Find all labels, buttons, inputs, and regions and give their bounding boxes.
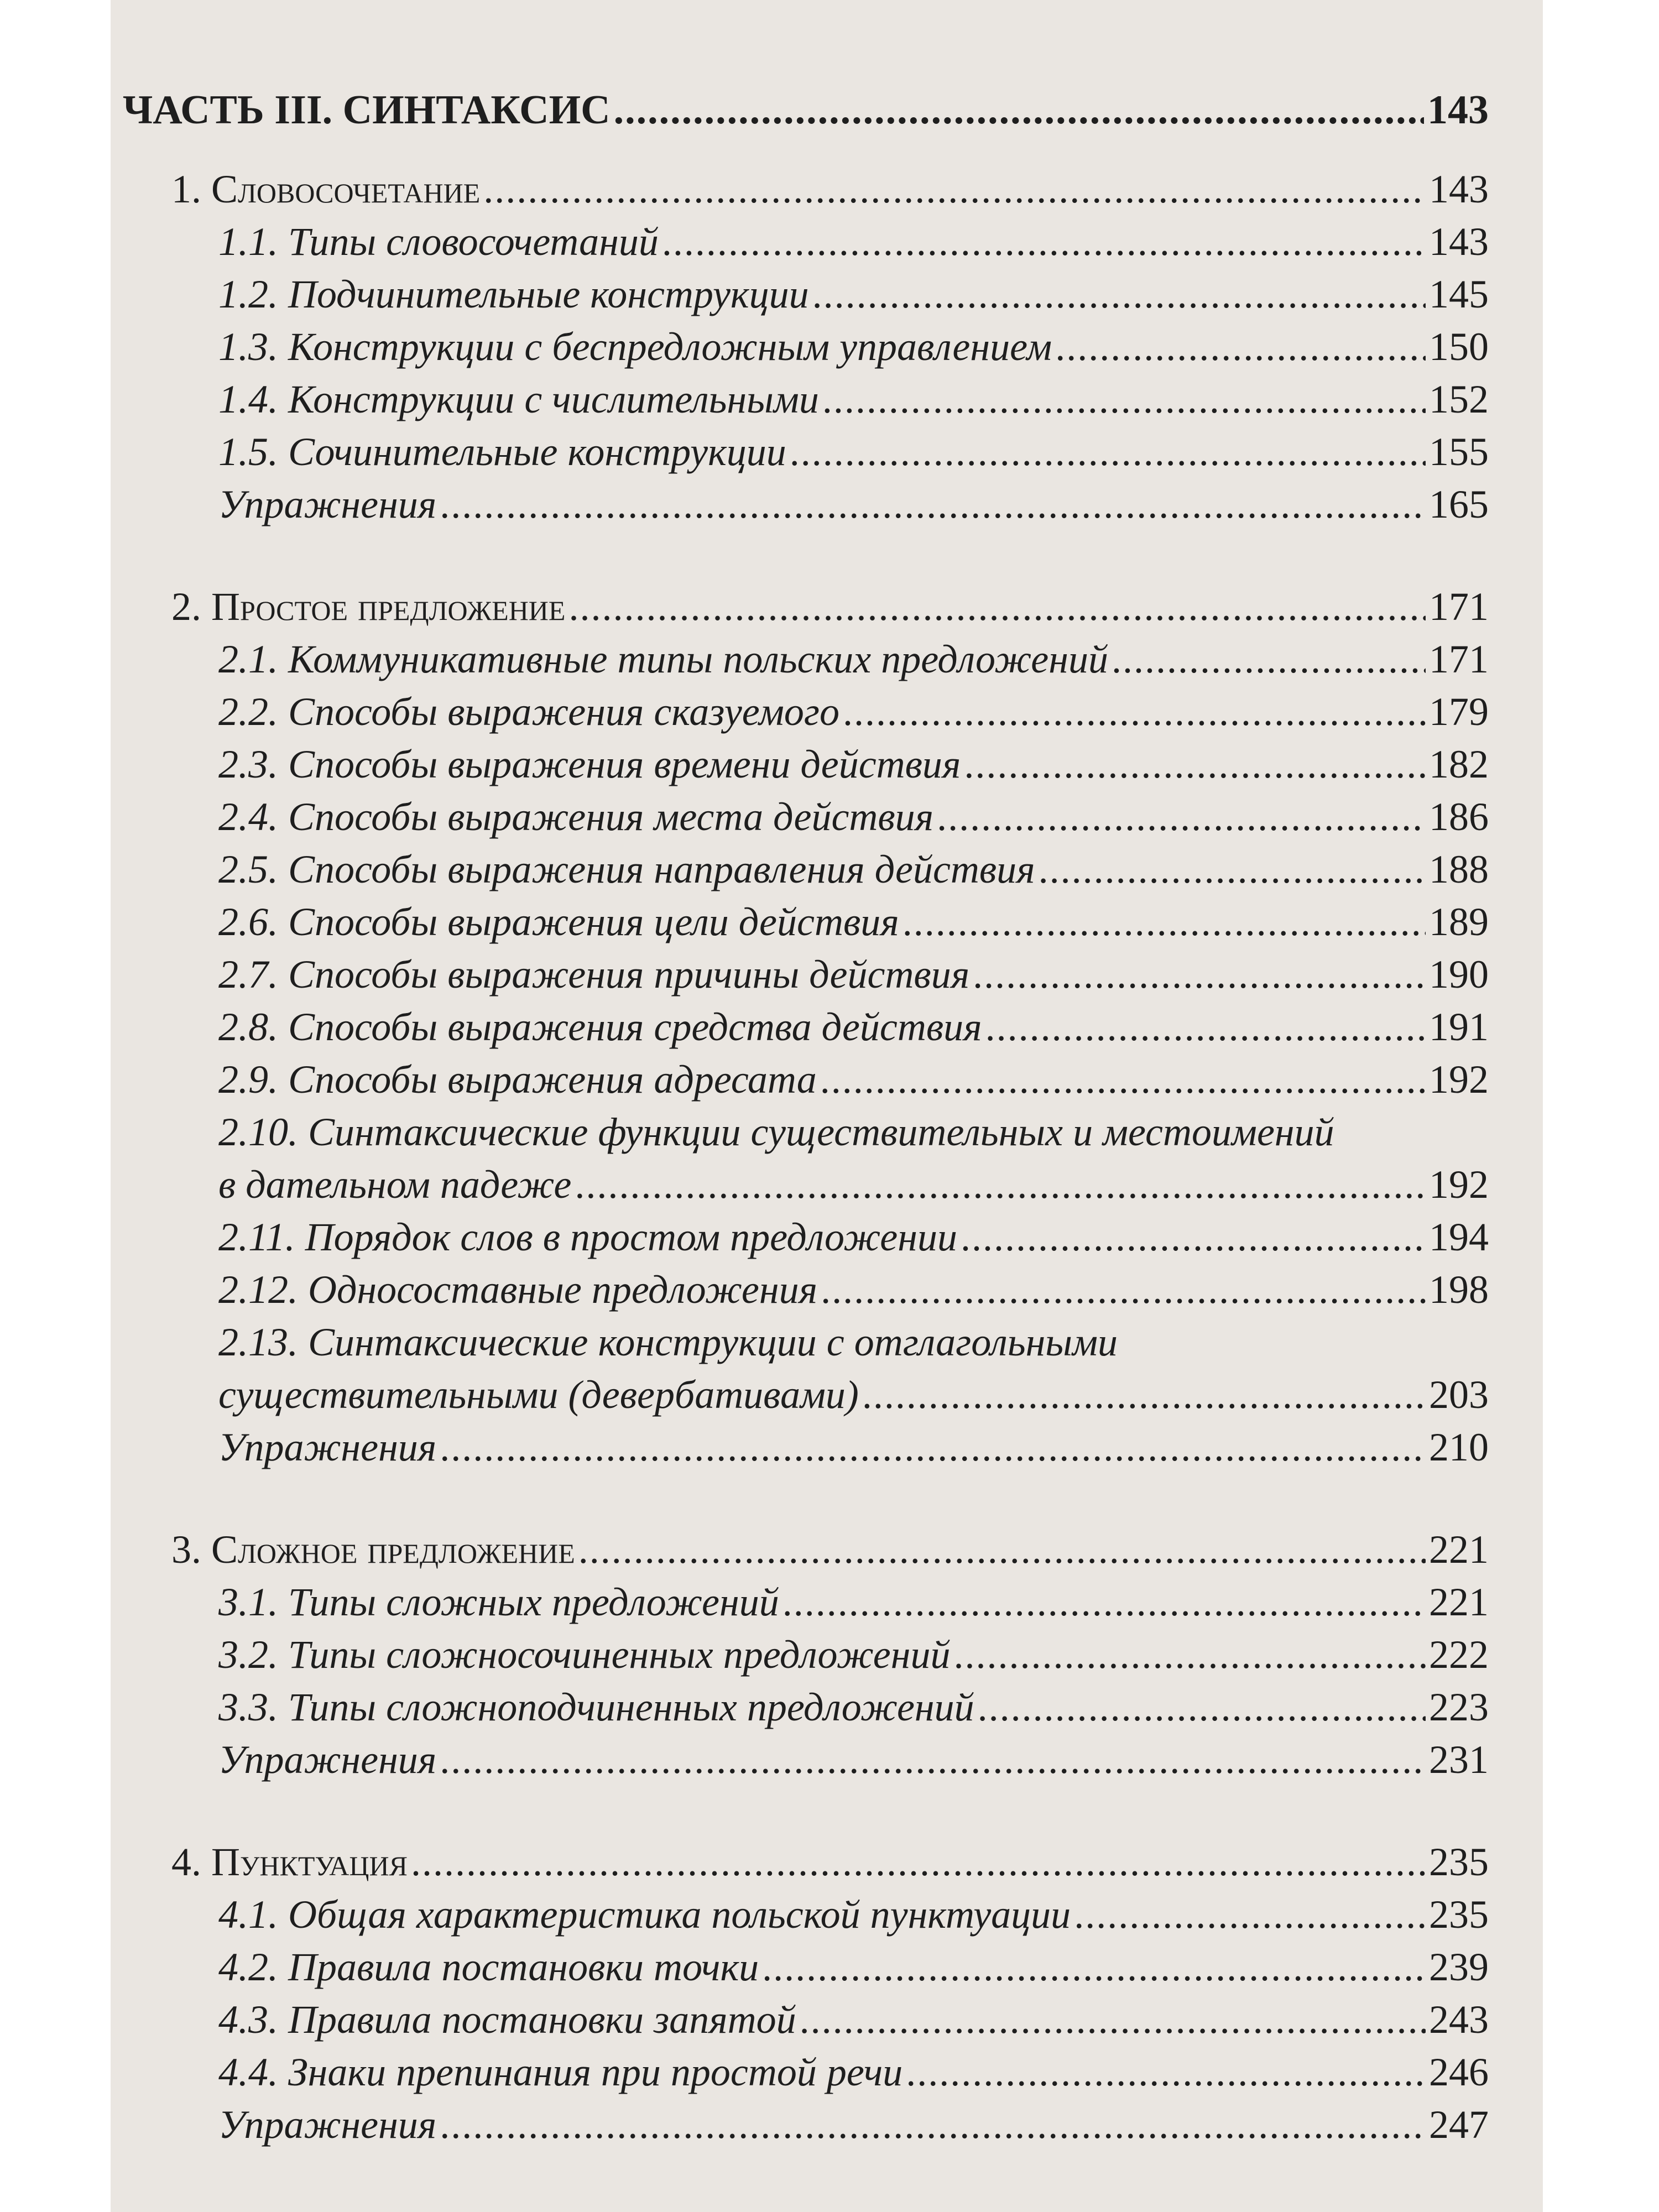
toc-entry — [218, 426, 1489, 478]
toc-entry-title: 4.2. Правила постановки точки — [218, 1945, 759, 1989]
dot-leader — [411, 1836, 1426, 1888]
toc-page-number: 235 — [1429, 1840, 1489, 1884]
toc-entry-title: Упражнения — [218, 2103, 437, 2147]
dot-leader — [978, 1681, 1426, 1733]
toc-entry-title: 2.12. Односоставные предложения — [218, 1267, 818, 1312]
toc-page-number: 152 — [1429, 377, 1489, 421]
dot-leader — [483, 163, 1426, 215]
dot-leader — [822, 373, 1426, 425]
toc-page-number: 171 — [1429, 585, 1489, 629]
toc-page-number: 190 — [1429, 952, 1489, 997]
toc-entry — [218, 373, 1489, 425]
toc-page-number: 192 — [1429, 1162, 1489, 1207]
toc-entry — [218, 268, 1489, 320]
toc-entry — [218, 1053, 1489, 1105]
toc-page-number: 192 — [1429, 1057, 1489, 1102]
toc-entry-title: 2.4. Способы выражения места действия — [218, 795, 934, 839]
dot-leader — [821, 1264, 1426, 1316]
toc-entry-title: 3.2. Типы сложносочиненных предложений — [218, 1632, 951, 1677]
toc-entry-title: 1.4. Конструкции с числительными — [218, 377, 819, 421]
dot-leader — [662, 216, 1426, 268]
toc-page-number: 143 — [1429, 167, 1489, 211]
toc-entry — [218, 633, 1489, 685]
toc-entry — [218, 1264, 1489, 1316]
dot-leader — [812, 268, 1426, 320]
toc-entry-title: 3. Сложное предложение — [171, 1527, 575, 1572]
dot-leader — [762, 1941, 1426, 1993]
dot-leader — [953, 1629, 1426, 1681]
dot-leader — [843, 686, 1426, 738]
toc-entry-title-line1: 2.10. Синтаксические функции существительных и местоимений — [218, 1110, 1334, 1154]
toc-page-number: 210 — [1429, 1425, 1489, 1469]
toc-entry-title: 1.5. Сочинительные конструкции — [218, 430, 786, 474]
toc-entry — [218, 1576, 1489, 1628]
toc-entry-title-line2: в дательном падеже — [218, 1162, 572, 1207]
toc-entry-title-line1: 2.13. Синтаксические конструкции с отглагольными — [218, 1320, 1118, 1364]
toc-entry-title: 4.4. Знаки препинания при простой речи — [218, 2050, 903, 2094]
toc-entry — [218, 738, 1489, 790]
toc-page-number: 182 — [1429, 742, 1489, 786]
dot-leader — [1055, 321, 1426, 373]
dot-leader — [906, 2046, 1426, 2098]
dot-leader — [614, 84, 1424, 136]
toc-page-number: 143 — [1427, 87, 1489, 133]
toc-page-number: 145 — [1429, 272, 1489, 316]
toc-entry-title-line2: существительными (девербативами) — [218, 1373, 859, 1417]
toc-section-heading — [171, 1836, 1489, 1888]
toc-entry — [218, 791, 1489, 843]
dot-leader — [440, 1421, 1426, 1473]
toc-page-number: 143 — [1429, 220, 1489, 264]
toc-entry-title: ЧАСТЬ III. СИНТАКСИС — [123, 87, 611, 133]
toc-page-number: 186 — [1429, 795, 1489, 839]
book-page — [111, 0, 1543, 2212]
dot-leader — [937, 791, 1426, 843]
toc-entry-title: 4.1. Общая характеристика польской пунктуации — [218, 1892, 1071, 1937]
dot-leader — [964, 738, 1426, 790]
toc-entry — [218, 1369, 1489, 1421]
toc-page-number: 198 — [1429, 1267, 1489, 1312]
toc-page-number: 221 — [1429, 1527, 1489, 1572]
toc-entry — [218, 216, 1489, 268]
dot-leader — [973, 948, 1426, 1000]
toc-entry-title: 2.9. Способы выражения адресата — [218, 1057, 817, 1102]
dot-leader — [1112, 633, 1426, 685]
toc-page-number: 188 — [1429, 847, 1489, 891]
toc-page-number: 243 — [1429, 1997, 1489, 2042]
dot-leader — [985, 1001, 1426, 1053]
toc-page-number: 171 — [1429, 637, 1489, 681]
toc-entry — [218, 1994, 1489, 2046]
toc-entry-title: 2. Простое предложение — [171, 585, 566, 629]
toc-page-number: 194 — [1429, 1215, 1489, 1259]
toc-entry-title: 2.7. Способы выражения причины действия — [218, 952, 970, 997]
toc-page-number: 239 — [1429, 1945, 1489, 1989]
toc-entry-title: Упражнения — [218, 1425, 437, 1469]
toc-entry-exercises — [218, 478, 1489, 530]
toc-entry-title: 2.11. Порядок слов в простом предложении — [218, 1215, 957, 1259]
dot-leader — [1039, 843, 1426, 895]
toc-entry — [218, 1159, 1489, 1211]
toc-page-number: 247 — [1429, 2103, 1489, 2147]
toc-entry-title: 2.3. Способы выражения времени действия — [218, 742, 961, 786]
toc-section-heading — [171, 581, 1489, 633]
toc-page-number: 191 — [1429, 1005, 1489, 1049]
toc-entry — [218, 1681, 1489, 1733]
toc-page-number: 189 — [1429, 900, 1489, 944]
dot-leader — [440, 1734, 1426, 1786]
toc-entry-exercises — [218, 1734, 1489, 1786]
dot-leader — [568, 581, 1426, 633]
toc-entry — [218, 1629, 1489, 1681]
toc-entry-title: 2.1. Коммуникативные типы польских предложений — [218, 637, 1108, 681]
toc-entry — [218, 1001, 1489, 1053]
toc-entry — [218, 1888, 1489, 1940]
toc-entry-title: 2.8. Способы выражения средства действия — [218, 1005, 982, 1049]
toc-entry-exercises — [218, 1421, 1489, 1473]
toc-entry-title: 4.3. Правила постановки запятой — [218, 1997, 796, 2042]
toc-page-number: 179 — [1429, 690, 1489, 734]
dot-leader — [782, 1576, 1426, 1628]
toc-entry — [218, 843, 1489, 895]
toc-page-number: 165 — [1429, 482, 1489, 526]
toc-page-number: 246 — [1429, 2050, 1489, 2094]
toc-entry-title: Упражнения — [218, 482, 437, 526]
toc-page-number: 203 — [1429, 1373, 1489, 1417]
toc-part-heading — [123, 84, 1489, 136]
toc-entry-exercises — [218, 2099, 1489, 2151]
toc-entry-title: 1.2. Подчинительные конструкции — [218, 272, 809, 316]
toc-entry-title: 2.6. Способы выражения цели действия — [218, 900, 899, 944]
dot-leader — [440, 478, 1426, 530]
toc-section-heading — [171, 1524, 1489, 1575]
toc-entry-title: 4. Пунктуация — [171, 1840, 408, 1884]
dot-leader — [800, 1994, 1426, 2046]
toc-entry-title: 2.2. Способы выражения сказуемого — [218, 690, 839, 734]
toc-entry — [218, 1941, 1489, 1993]
toc-entry-title: 1.1. Типы словосочетаний — [218, 220, 659, 264]
dot-leader — [440, 2099, 1426, 2151]
dot-leader — [578, 1524, 1426, 1575]
dot-leader — [1074, 1888, 1426, 1940]
toc-page-number: 150 — [1429, 325, 1489, 369]
toc-page-number: 155 — [1429, 430, 1489, 474]
dot-leader — [902, 896, 1426, 948]
toc-section-heading — [171, 163, 1489, 215]
dot-leader — [862, 1369, 1426, 1421]
toc-entry-title: Упражнения — [218, 1738, 437, 1782]
toc-entry — [218, 686, 1489, 738]
toc-entry — [218, 1211, 1489, 1263]
toc-entry — [218, 2046, 1489, 2098]
toc-entry-title: 3.1. Типы сложных предложений — [218, 1580, 779, 1624]
toc-entry-title: 3.3. Типы сложноподчиненных предложений — [218, 1685, 974, 1729]
toc-page-number: 221 — [1429, 1580, 1489, 1624]
toc-entry-title: 1.3. Конструкции с беспредложным управлением — [218, 325, 1052, 369]
toc-page-number: 235 — [1429, 1892, 1489, 1937]
toc-entry — [218, 948, 1489, 1000]
toc-entry-title: 2.5. Способы выражения направления действия — [218, 847, 1035, 891]
toc-entry — [218, 321, 1489, 373]
dot-leader — [790, 426, 1426, 478]
toc-entry-title: 1. Словосочетание — [171, 167, 481, 211]
toc-page-number: 231 — [1429, 1738, 1489, 1782]
toc-page-number: 223 — [1429, 1685, 1489, 1729]
dot-leader — [961, 1211, 1426, 1263]
dot-leader — [820, 1053, 1426, 1105]
toc-page-number: 222 — [1429, 1632, 1489, 1677]
dot-leader — [575, 1159, 1426, 1211]
toc-entry — [218, 896, 1489, 948]
